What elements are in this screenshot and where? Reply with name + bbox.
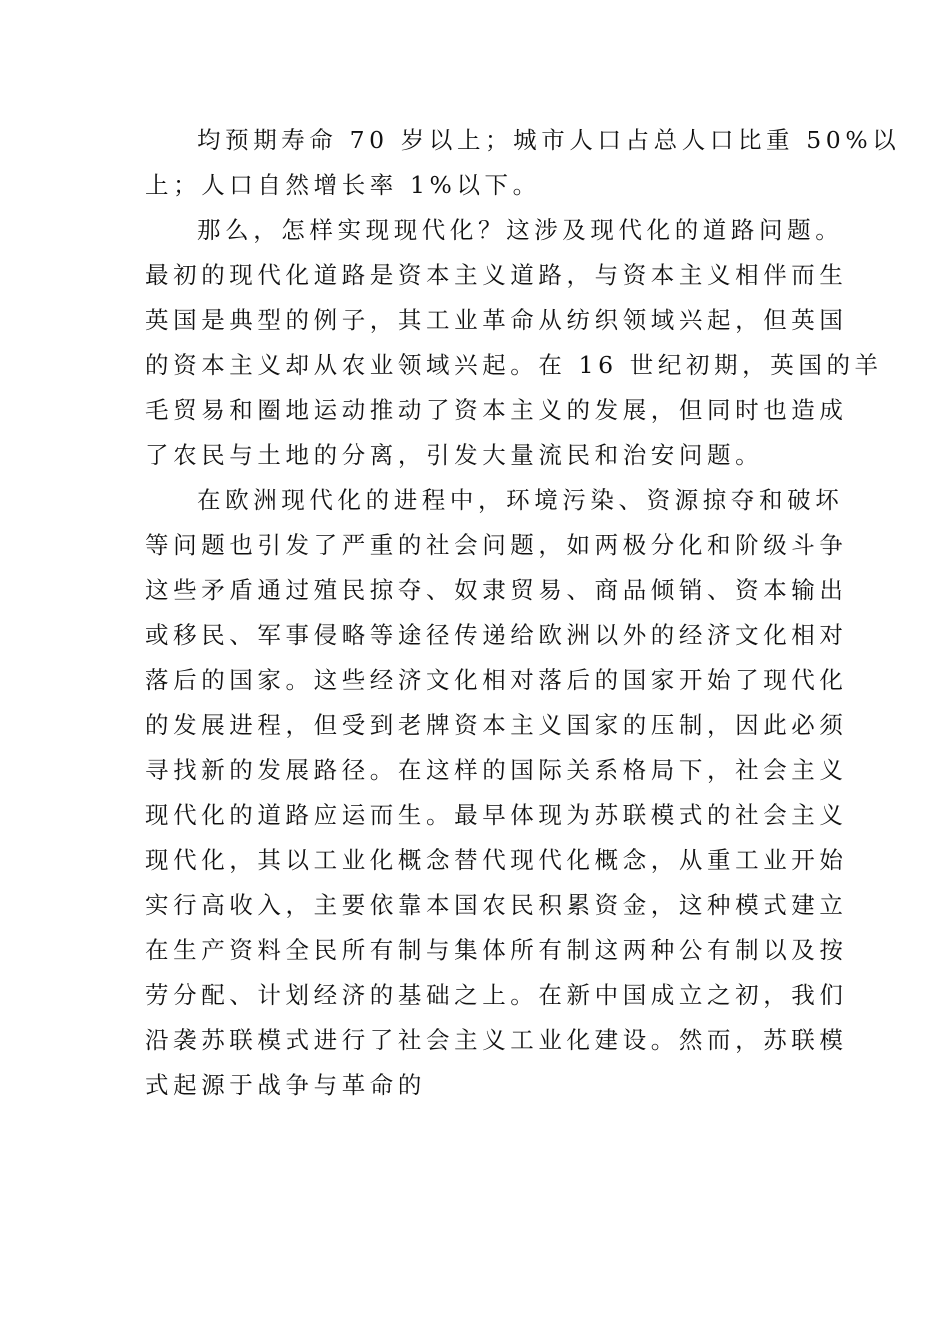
body-text [145,118,901,1108]
text-line: 的资本主义却从农业领域兴起。在 16 世纪初期，英国的羊 [145,351,883,379]
text-line: 毛贸易和圈地运动推动了资本主义的发展，但同时也造成 [145,396,848,424]
text-line: 现代化，其以工业化概念替代现代化概念，从重工业开始 [145,846,848,874]
text-line: 实行高收入，主要依靠本国农民积累资金，这种模式建立 [145,891,848,919]
text-line: 上；人口自然增长率 1%以下。 [145,171,541,199]
text-line: 或移民、军事侵略等途径传递给欧洲以外的经济文化相对 [145,621,848,649]
text-line: 的发展进程，但受到老牌资本主义国家的压制，因此必须 [145,711,848,739]
text-line: 在生产资料全民所有制与集体所有制这两种公有制以及按 [145,936,848,964]
text-line: 沿袭苏联模式进行了社会主义工业化建设。然而，苏联模 [145,1026,848,1054]
text-line: 落后的国家。这些经济文化相对落后的国家开始了现代化 [145,666,848,694]
paragraph-start-line: 那么，怎样实现现代化？这涉及现代化的道路问题。 [197,216,844,244]
text-line: 现代化的道路应运而生。最早体现为苏联模式的社会主义 [145,801,848,829]
text-line: 最初的现代化道路是资本主义道路，与资本主义相伴而生 [145,261,848,289]
text-line: 等问题也引发了严重的社会问题，如两极分化和阶级斗争 [145,531,848,559]
text-line: 均预期寿命 70 岁以上；城市人口占总人口比重 50%以 [197,126,901,154]
text-line: 寻找新的发展路径。在这样的国际关系格局下，社会主义 [145,756,848,784]
text-line: 劳分配、计划经济的基础之上。在新中国成立之初，我们 [145,981,848,1009]
text-line: 了农民与土地的分离，引发大量流民和治安问题。 [145,441,764,469]
text-line: 式起源于战争与革命的 [145,1071,426,1099]
text-line: 这些矛盾通过殖民掠夺、奴隶贸易、商品倾销、资本输出 [145,576,848,604]
paragraph-start-line: 在欧洲现代化的进程中，环境污染、资源掠夺和破坏 [197,486,844,514]
text-line: 英国是典型的例子，其工业革命从纺织领域兴起，但英国 [145,306,848,334]
